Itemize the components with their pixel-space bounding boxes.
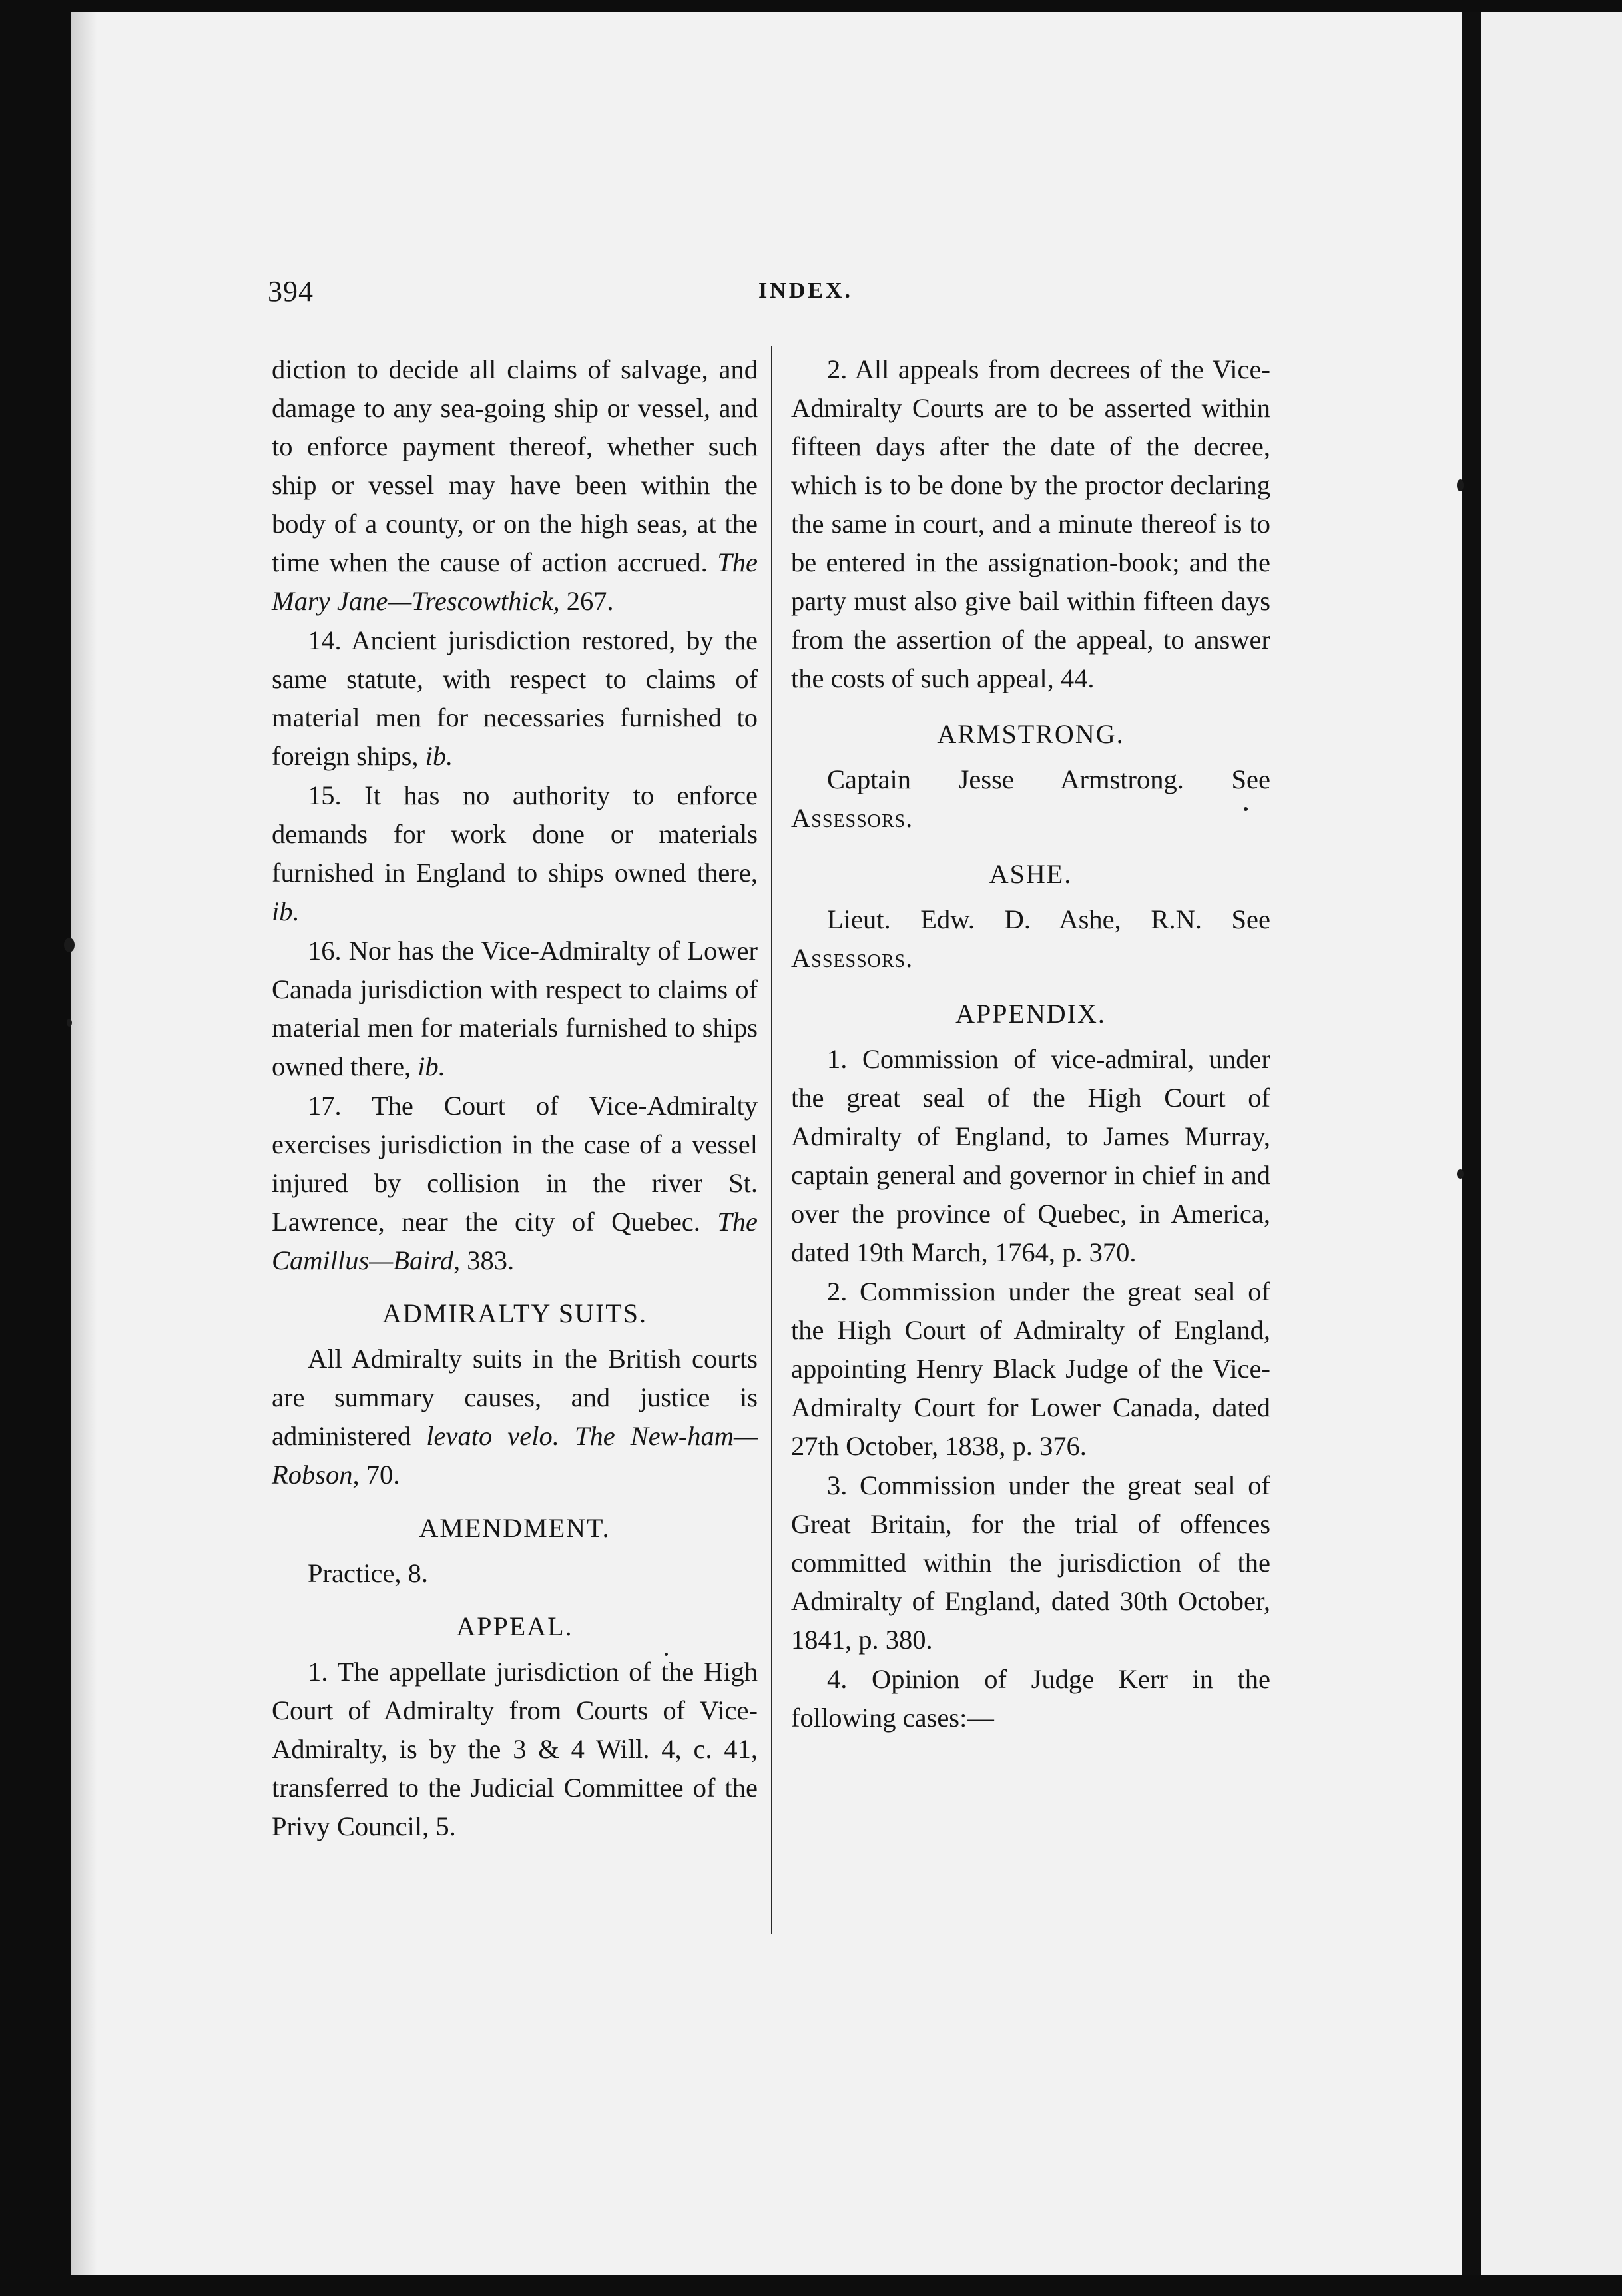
page-number: 394	[268, 275, 314, 308]
page-edge-shadow	[71, 12, 97, 2275]
left-column	[272, 350, 758, 1846]
index-entry: 2. All appeals from decrees of the Vice-Admiralty Courts are to be asserted within fifteen days after the date of the decree, which is to be done by the proctor declaring the same in court, and a minute thereof is to be entered in the assignation-book; and the party must also give bail within fifteen days from the assertion of the appeal, to answer the costs of such appeal, 44.	[791, 354, 1270, 693]
index-entry: All Admiralty suits in the British courts are summary causes, and justice is administered levato velo. The New-ham—Robson, 70.	[272, 1344, 758, 1490]
index-entry: Captain Jesse Armstrong. See Assessors.	[791, 764, 1270, 833]
index-entry: 17. The Court of Vice-Admiralty exercises jurisdiction in the case of a vessel injured by collision in the river St. Lawrence, near the city of Quebec. The Camillus—Baird, 383.	[272, 1091, 758, 1275]
page-gutter	[1462, 12, 1481, 2275]
section-heading: APPEAL.	[456, 1611, 573, 1641]
index-entry: 1. Commission of vice-admiral, under the great seal of the High Court of Admiralty of England, to James Murray, captain general and governor in chief in and over the province of Quebec, in America, dated 19th March, 1764, p. 370.	[791, 1044, 1270, 1267]
index-entry: diction to decide all claims of salvage, and damage to any sea-going ship or vessel, and to enforce payment thereof, whether such ship or vessel may have been within the body of a county, or on the high seas, at the time when the cause of action accrued. The Mary Jane—Trescowthick, 267.	[272, 354, 758, 616]
scan-speck	[64, 938, 75, 952]
section-heading: AMENDMENT.	[419, 1513, 611, 1543]
index-entry: 1. The appellate jurisdiction of the High Court of Admiralty from Courts of Vice-Admiralty, is by the 3 & 4 Will. 4, c. 41, transferred to the Judicial Committee of the Privy Council, 5.	[272, 1657, 758, 1841]
scan-speck	[1457, 479, 1464, 491]
scan-speck	[1457, 1169, 1464, 1179]
index-entry: 16. Nor has the Vice-Admiralty of Lower Canada jurisdiction with respect to claims of material men for materials furnished to ships owned there, ib.	[272, 936, 758, 1081]
section-heading: APPENDIX.	[955, 999, 1106, 1029]
index-entry: Lieut. Edw. D. Ashe, R.N. See Assessors.	[791, 904, 1270, 973]
index-entry: Practice, 8.	[308, 1558, 429, 1588]
right-column	[791, 350, 1270, 1737]
index-entry: 2. Commission under the great seal of the High Court of Admiralty of England, appointing Henry Black Judge of the Vice-Admiralty Court for Lower Canada, dated 27th October, 1838, p. 376.	[791, 1277, 1270, 1461]
index-entry: 15. It has no authority to enforce demands for work done or materials furnished in England to ships owned there, ib.	[272, 780, 758, 926]
section-heading: ASHE.	[989, 859, 1073, 889]
index-entry: 14. Ancient jurisdiction restored, by the same statute, with respect to claims of material men for necessaries furnished to foreign ships, ib.	[272, 625, 758, 771]
index-entry: 4. Opinion of Judge Kerr in the following cases:—	[791, 1664, 1270, 1733]
running-head: INDEX.	[758, 278, 854, 303]
section-heading: ADMIRALTY SUITS.	[382, 1298, 647, 1328]
index-entry: 3. Commission under the great seal of Great Britain, for the trial of offences committed within the jurisdiction of the Admiralty of England, dated 30th October, 1841, p. 380.	[791, 1470, 1270, 1655]
adjacent-page-edge	[1481, 12, 1622, 2275]
column-divider	[771, 346, 772, 1934]
scan-speck	[67, 1019, 72, 1027]
section-heading: ARMSTRONG.	[937, 719, 1125, 749]
